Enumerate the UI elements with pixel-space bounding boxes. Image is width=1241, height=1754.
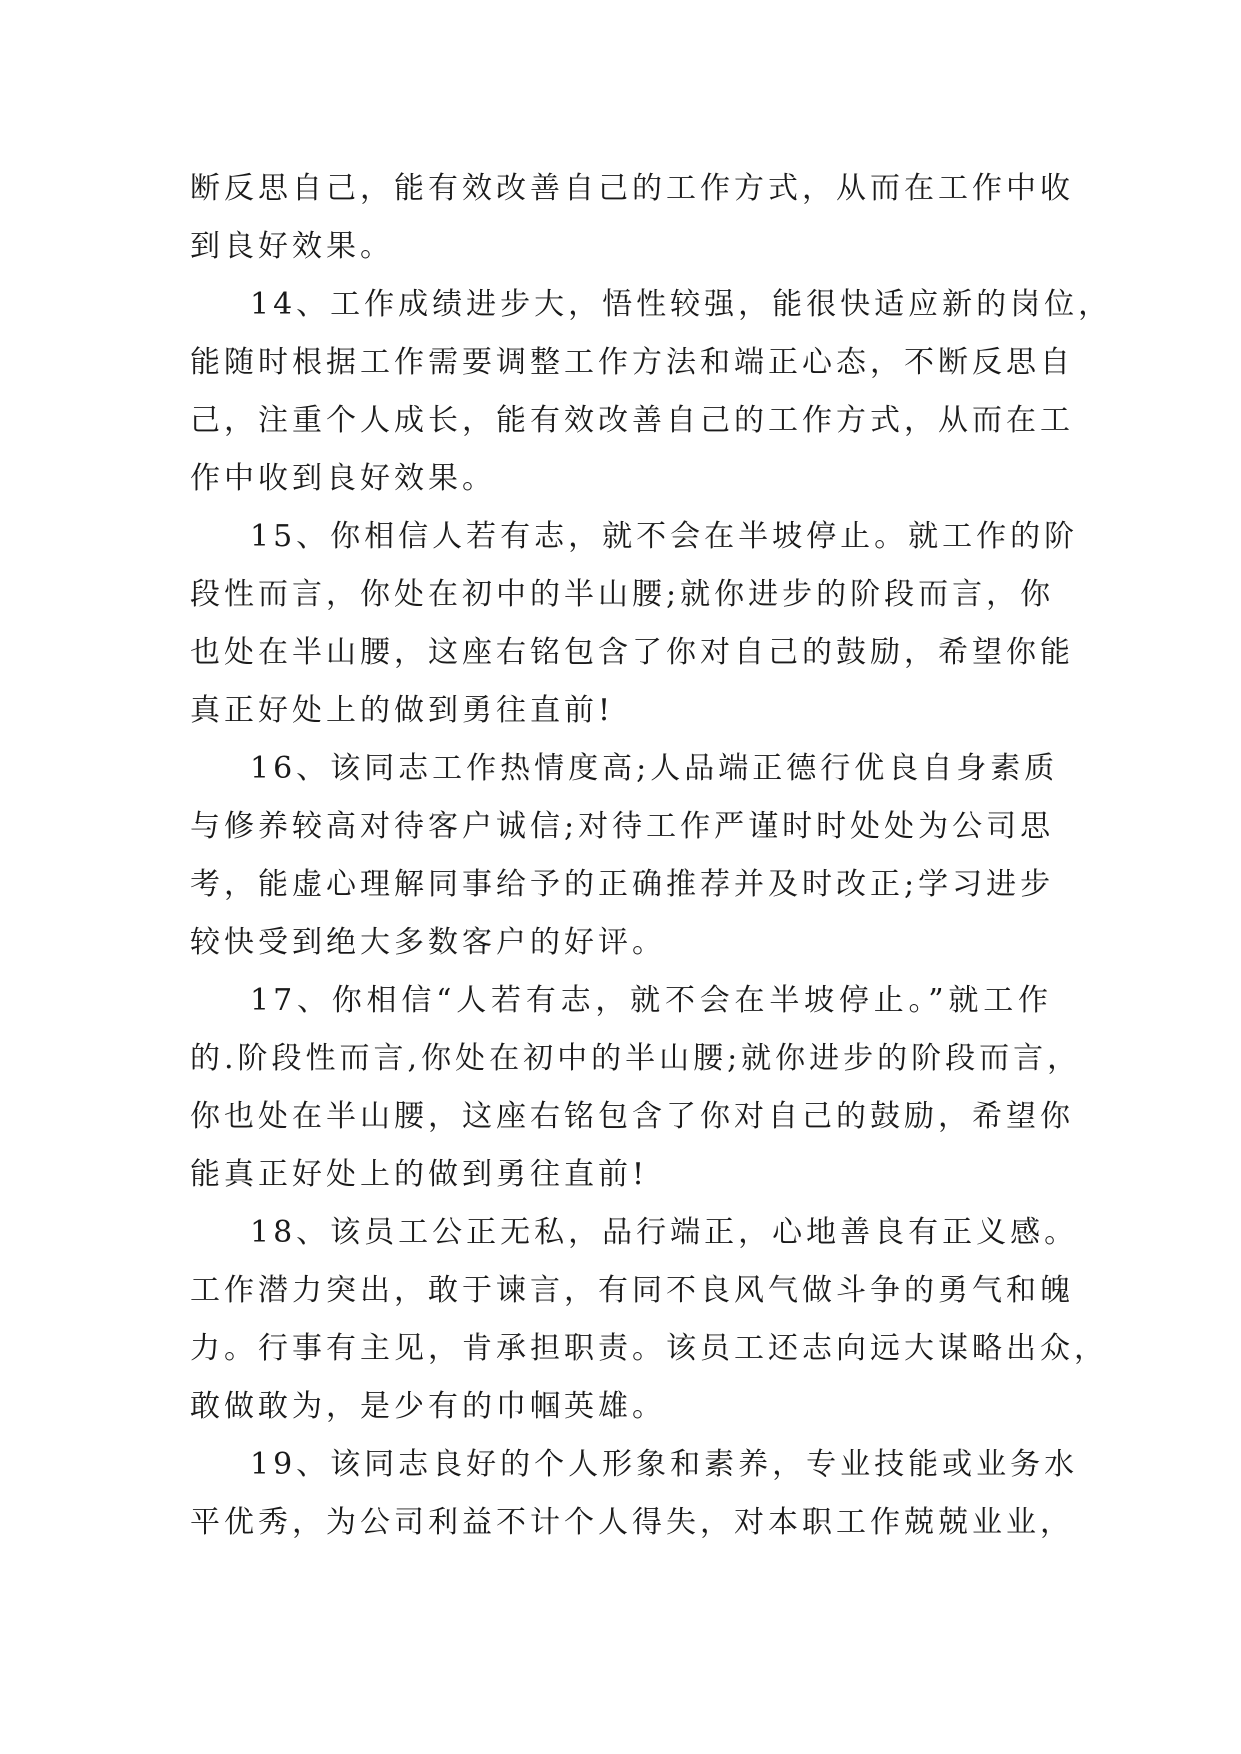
text-line: 的.阶段性而言,你处在初中的半山腰;就你进步的阶段而言， [190,1041,1082,1076]
paragraph-19 [190,1436,1079,1552]
text-line: 14、工作成绩进步大，悟性较强，能很快适应新的岗位， [250,287,1113,322]
text-line: 敢做敢为，是少有的巾帼英雄。 [190,1389,666,1424]
paragraph-18 [190,1204,1108,1436]
document-body [190,160,1113,1552]
text-line: 平优秀，为公司利益不计个人得失，对本职工作兢兢业业， [190,1505,1074,1540]
paragraph-17 [190,972,1082,1204]
text-line: 真正好处上的做到勇往直前! [190,693,615,728]
paragraph-14 [190,276,1113,508]
paragraph-16 [190,740,1059,972]
text-line: 力。行事有主见，肯承担职责。该员工还志向远大谋略出众， [190,1331,1108,1366]
text-line: 15、你相信人若有志，就不会在半坡停止。就工作的阶 [250,519,1079,554]
text-line: 19、该同志良好的个人形象和素养，专业技能或业务水 [250,1447,1079,1482]
text-line: 能随时根据工作需要调整工作方法和端正心态，不断反思自 [190,345,1074,380]
paragraph-15 [190,508,1079,740]
text-line: 你也处在半山腰，这座右铭包含了你对自己的鼓励，希望你 [190,1099,1074,1134]
text-line: 与修养较高对待客户诚信;对待工作严谨时时处处为公司思 [190,809,1055,844]
text-line: 17、你相信“人若有志，就不会在半坡停止。”就工作 [250,983,1052,1018]
text-line: 段性而言，你处在初中的半山腰;就你进步的阶段而言，你 [190,577,1055,612]
text-line: 到良好效果。 [190,229,394,264]
text-line: 也处在半山腰，这座右铭包含了你对自己的鼓励，希望你能 [190,635,1074,670]
text-line: 较快受到绝大多数客户的好评。 [190,925,666,960]
text-line: 作中收到良好效果。 [190,461,496,496]
text-line: 考，能虚心理解同事给予的正确推荐并及时改正;学习进步 [190,867,1055,902]
paragraph-13-continuation [190,160,1074,276]
text-line: 18、该员工公正无私，品行端正，心地善良有正义感。 [250,1215,1079,1250]
text-line: 能真正好处上的做到勇往直前! [190,1157,649,1192]
text-line: 己，注重个人成长，能有效改善自己的工作方式，从而在工 [190,403,1074,438]
text-line: 工作潜力突出，敢于谏言，有同不良风气做斗争的勇气和魄 [190,1273,1074,1308]
text-line: 16、该同志工作热情度高;人品端正德行优良自身素质 [250,751,1059,786]
text-line: 断反思自己，能有效改善自己的工作方式，从而在工作中收 [190,171,1074,206]
